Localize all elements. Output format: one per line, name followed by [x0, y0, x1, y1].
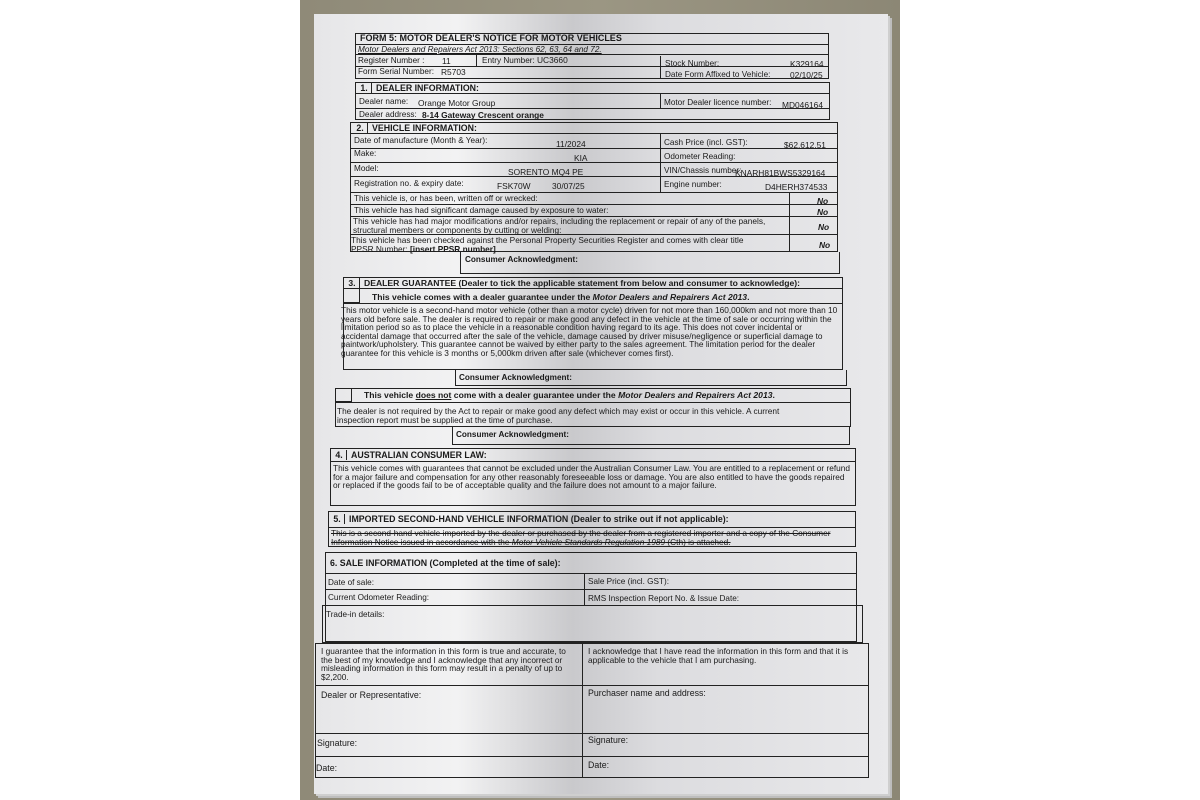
imported-regulation: Motor Vehicle Standards Regulation 1989: [511, 536, 666, 547]
trade-in-box[interactable]: [322, 605, 863, 643]
guarantee-without-pre: This vehicle: [364, 390, 416, 400]
acl-heading-text: AUSTRALIAN CONSUMER LAW:: [351, 450, 487, 460]
guarantee-without-mid: come with a dealer guarantee under the: [451, 390, 619, 400]
dealer-heading: [357, 83, 479, 93]
guarantee-without-body: The dealer is not required by the Act to repair or make good any defect which may exist or occur in this vehicle. A current inspection report must be supplied at the time of purchase.: [337, 406, 780, 425]
divider: [582, 643, 583, 778]
form-title: FORM 5: MOTOR DEALER'S NOTICE FOR MOTOR VEHICLES: [360, 33, 622, 43]
vehicle-heading-text: VEHICLE INFORMATION:: [372, 123, 477, 133]
divider: [350, 192, 838, 193]
divider: [355, 108, 830, 109]
modifications-question: This vehicle has had major modifications and/or repairs, including the replacement or repair of any of the panels, structural members or components by cutting or welding:: [353, 216, 766, 235]
section-number: 5.: [330, 514, 345, 524]
section-number: 4.: [332, 450, 347, 460]
ppsr-question: [351, 236, 781, 253]
divider: [660, 56, 661, 79]
licence-value: MD046164: [782, 100, 823, 110]
dealer-date-label[interactable]: Date:: [316, 763, 338, 773]
imported-body: [331, 529, 851, 546]
sale-price-label[interactable]: Sale Price (incl. GST):: [588, 577, 669, 586]
rego-label: Registration no. & expiry date:: [354, 179, 464, 188]
ppsr-number-value: [insert PPSR number]: [410, 243, 496, 254]
sale-heading: 6. SALE INFORMATION (Completed at the time of sale):: [330, 558, 561, 568]
rego-value: FSK70W: [497, 181, 531, 191]
entry-value: UC3660: [537, 55, 568, 65]
guarantee-with-act: Motor Dealers and Repairers Act 2013: [592, 292, 748, 302]
model-value: SORENTO MQ4 PE: [508, 167, 584, 177]
imported-heading: [330, 514, 729, 524]
guarantee-without-checkbox[interactable]: [335, 388, 352, 402]
divider: [343, 288, 843, 289]
divider: [343, 303, 843, 304]
dealer-address-value: 8-14 Gateway Crescent orange: [422, 110, 544, 120]
current-odometer-label[interactable]: Current Odometer Reading:: [328, 593, 430, 602]
date-of-sale-label[interactable]: Date of sale:: [328, 578, 374, 587]
make-value: KIA: [574, 153, 588, 163]
divider: [350, 148, 838, 149]
expiry-value: 30/07/25: [552, 181, 585, 191]
engine-label: Engine number:: [664, 180, 722, 189]
guarantee-heading-text: DEALER GUARANTEE (Dealer to tick the applicable statement from below and consumer to acknowledge):: [364, 278, 800, 288]
cash-price-value: $62,612.51: [784, 140, 826, 150]
written-off-question: This vehicle is, or has been, written off or wrecked:: [354, 194, 538, 203]
dealer-address-label: Dealer address:: [359, 110, 417, 119]
modifications-answer[interactable]: No: [818, 222, 830, 232]
imported-heading-text: IMPORTED SECOND-HAND VEHICLE INFORMATION (Dealer to strike out if not applicable):: [349, 514, 729, 524]
serial-label: Form Serial Number:: [358, 67, 434, 76]
guarantee-with-body: This motor vehicle is a second-hand motor vehicle (other than a motor cycle) driven for not more than 160,000km and not more than 10 years old before sale. The dealer is required to repair or make good any defect in the vehicle at the time of sale or occurring within the limitation period so as to place the vehicle in a reasonable condition having regard to its age. This does not cover incidental or accidental damage that occurred after the sale of the vehicle, damage caused by driver misuse/negligence or superficial damage to paintwork/upholstery. This guarantee cannot be waived by either party to the sales agreement. The limitation period for the dealer guarantee for this vehicle is 3 months or 5,000km driven after sale (whichever comes first).: [341, 305, 838, 358]
affixed-label: Date Form Affixed to Vehicle:: [665, 70, 771, 79]
ppsr-number-label: PPSR Number:: [351, 243, 408, 254]
ppsr-question-text: This vehicle has been checked against the Personal Property Securities Register and comes with clear title: [351, 235, 744, 245]
dom-label: Date of manufacture (Month & Year):: [354, 136, 488, 145]
divider: [789, 192, 790, 252]
consumer-ack-vehicle-label: Consumer Acknowledgment:: [465, 255, 578, 264]
divider: [350, 204, 838, 205]
purchaser-statement: I acknowledge that I have read the information in this form and that it is applicable to the vehicle that I am purchasing.: [588, 646, 849, 665]
divider: [315, 756, 869, 757]
dealer-signature-label[interactable]: Signature:: [317, 738, 358, 748]
act-line: Motor Dealers and Repairers Act 2013: Sections 62, 63, 64 and 72.: [358, 45, 602, 54]
dealer-name-label: Dealer name:: [359, 97, 409, 106]
divider: [315, 733, 869, 734]
divider: [335, 402, 851, 403]
section-number: 2.: [353, 123, 368, 133]
vehicle-heading: [353, 123, 477, 133]
divider: [355, 54, 829, 55]
consumer-ack-2-label: Consumer Acknowledgment:: [456, 430, 569, 439]
acl-heading: [332, 450, 487, 460]
vin-value: KNARH81BWS5329164: [735, 168, 826, 178]
purchaser-signature-label[interactable]: Signature:: [588, 735, 629, 745]
register-label: Register Number :: [358, 56, 425, 65]
section-number: 3.: [345, 278, 360, 288]
dealer-name-value: Orange Motor Group: [418, 98, 496, 108]
guarantee-heading: [345, 278, 800, 288]
guarantee-without-underline: does not: [415, 390, 452, 400]
dealer-rep-label[interactable]: Dealer or Representative:: [321, 690, 422, 700]
divider: [325, 573, 857, 574]
divider: [330, 461, 856, 462]
water-damage-answer[interactable]: No: [817, 207, 829, 217]
ppsr-answer[interactable]: No: [819, 240, 831, 250]
make-label: Make:: [354, 149, 377, 158]
divider: [315, 685, 869, 686]
divider: [350, 162, 838, 163]
guarantee-with-text: This vehicle comes with a dealer guarantee under the: [372, 292, 593, 302]
licence-label: Motor Dealer licence number:: [664, 98, 772, 107]
rms-inspection-label[interactable]: RMS Inspection Report No. & Issue Date:: [588, 594, 740, 603]
divider: [660, 94, 661, 108]
divider: [325, 589, 857, 590]
purchaser-name-label[interactable]: Purchaser name and address:: [588, 688, 706, 698]
purchaser-date-label[interactable]: Date:: [588, 760, 610, 770]
divider: [350, 133, 838, 134]
stock-label: Stock Number:: [665, 59, 720, 68]
affixed-value: 02/10/25: [790, 70, 823, 80]
entry-label: Entry Number:: [482, 56, 535, 65]
serial-value: R5703: [441, 67, 466, 77]
guarantee-without-statement: This vehicle does not come with a dealer guarantee under the Motor Dealers and Repairers Act 2013.: [364, 390, 775, 400]
water-damage-question: This vehicle has had significant damage caused by exposure to water:: [354, 206, 609, 215]
dealer-statement: I guarantee that the information in this form is true and accurate, to the best of my knowledge and I acknowledge that any incorrect or misleading information in this form may result in a penalty of up to $2,200.: [321, 646, 566, 682]
guarantee-without-act: Motor Dealers and Repairers Act 2013: [618, 390, 773, 400]
dom-value: 11/2024: [556, 139, 586, 149]
odometer-label: Odometer Reading:: [664, 152, 736, 161]
divider: [355, 93, 830, 94]
stock-value: K329164: [790, 59, 824, 69]
written-off-answer[interactable]: No: [817, 196, 829, 206]
trade-in-label: Trade-in details:: [326, 610, 385, 619]
consumer-ack-1-label: Consumer Acknowledgment:: [459, 373, 572, 382]
section-number: 1.: [357, 83, 372, 93]
acl-body: This vehicle comes with guarantees that cannot be excluded under the Australian Consumer Law. You are entitled to a replacement or refund for a major failure and compensation for any other reasonably foreseeable loss or damage. You are also entitled to have the goods repaired or replaced if the goods fail to be of acceptable quality and the failure does not amount to a major failure.: [333, 463, 851, 491]
divider: [350, 176, 838, 177]
register-value: 11: [442, 56, 451, 66]
divider: [476, 54, 477, 66]
cash-price-label: Cash Price (incl. GST):: [664, 138, 748, 147]
model-label: Model:: [354, 164, 379, 173]
guarantee-with-checkbox[interactable]: [343, 288, 360, 303]
engine-value: D4HERH374533: [765, 182, 828, 192]
imported-body-text: This is a second-hand vehicle imported by the dealer or purchased by the dealer from a registered importer and a copy of the Consumer Information Notice issued in accordance with the: [331, 528, 831, 547]
imported-body-end: (Cth) is attached.: [665, 536, 731, 547]
guarantee-with-statement: This vehicle comes with a dealer guarantee under the Motor Dealers and Repairers Act 2013.: [372, 292, 750, 302]
vin-label: VIN/Chassis number:: [664, 166, 742, 175]
dealer-heading-text: DEALER INFORMATION:: [376, 83, 479, 93]
